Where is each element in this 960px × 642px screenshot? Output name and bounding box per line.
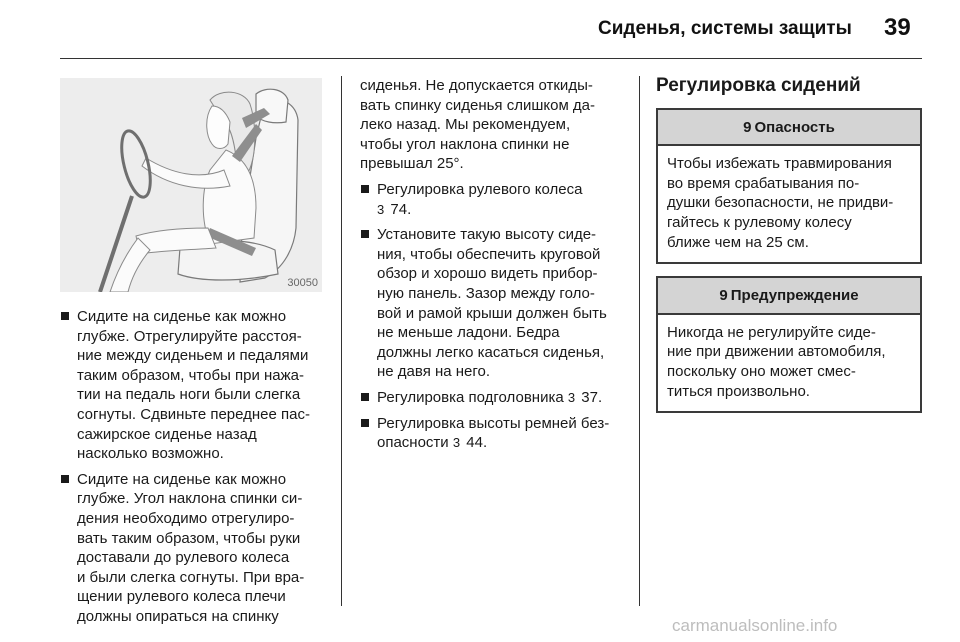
bullet-sit-deep-pedals: Сидите на сиденье как можно глубже. Отрегулируйте расстоя- ние между сиденьем и педалями таким образом, чтобы при нажа- тии на педаль ноги были слегка согнуты. Сдвиньте переднее пас- сажирское сиденье назад насколько возможно. — [60, 307, 330, 464]
figure-number: 30050 — [287, 277, 318, 289]
danger-notice — [656, 108, 922, 265]
page-number: 39 — [884, 14, 911, 41]
page-ref-icon: 3 — [452, 435, 461, 451]
bullet-sit-deep-backrest: Сидите на сиденье как можно глубже. Угол наклона спинки си- дения необходимо отрегулиро- вать таким образом, чтобы руки доставали до рулевого колеса и были слегка согнуты. При вра- щении рулевого колеса плечи должны опираться на спинку — [60, 470, 330, 627]
column-divider-1 — [341, 76, 342, 606]
bullet-marker — [361, 185, 369, 193]
bullet-seat-height: Установите такую высоту сиде- ния, чтобы обеспечить круговой обзор и хорошо видеть прибор- ную панель. Зазор между голо- вой и рамой крыши должен быть не меньше ладони. Бедра должны легко касаться сиденья, не давя на него. — [360, 225, 628, 382]
page-ref-icon: 3 — [377, 201, 385, 217]
section-title: Регулировка сидений — [656, 75, 861, 96]
danger-notice-header: 9 Опасность — [658, 110, 920, 147]
bullet-marker — [361, 393, 369, 401]
column-divider-2 — [639, 76, 640, 606]
danger-notice-body: Чтобы избежать травмирования во время срабатывания по- душки безопасности, не придви- гайтесь к рулевому колесу ближе чем на 25 см. — [667, 155, 894, 251]
bullet-marker — [361, 230, 369, 238]
column-1 — [60, 307, 330, 633]
column-3 — [656, 76, 922, 425]
warning-triangle-icon: 9 — [719, 287, 728, 305]
warning-notice-header: 9 Предупреждение — [658, 278, 920, 315]
page-header-title: Сиденья, системы защиты — [598, 18, 852, 39]
bullet-marker — [61, 312, 69, 320]
continuation-paragraph: сиденья. Не допускается откиды- вать спинку сиденья слишком да- леко назад. Мы рекомендуем, чтобы угол наклона спинки не превышал 25°. — [360, 77, 596, 173]
bullet-marker — [61, 475, 69, 483]
bullet-steering-wheel-adjust: Регулировка рулевого колеса 3 74. — [360, 180, 628, 219]
driver-seat-illustration — [60, 78, 322, 292]
watermark: carmanualsonline.info — [672, 616, 838, 635]
page-reference: 3 74. — [377, 200, 412, 218]
driver-seat-drawing — [60, 78, 322, 292]
column-2 — [360, 76, 628, 459]
warning-triangle-icon: 9 — [743, 118, 752, 136]
header-rule — [60, 58, 922, 59]
bullet-head-restraint: Регулировка подголовника 3 37. — [360, 388, 628, 408]
warning-notice — [656, 276, 922, 413]
warning-notice-body: Никогда не регулируйте сиде- ние при движении автомобиля, поскольку оно может смес- титься произвольно. — [667, 323, 886, 400]
page-ref-icon: 3 — [567, 389, 576, 405]
bullet-marker — [361, 419, 369, 427]
bullet-belt-height: Регулировка высоты ремней без- опасности 3 44. — [360, 414, 628, 453]
